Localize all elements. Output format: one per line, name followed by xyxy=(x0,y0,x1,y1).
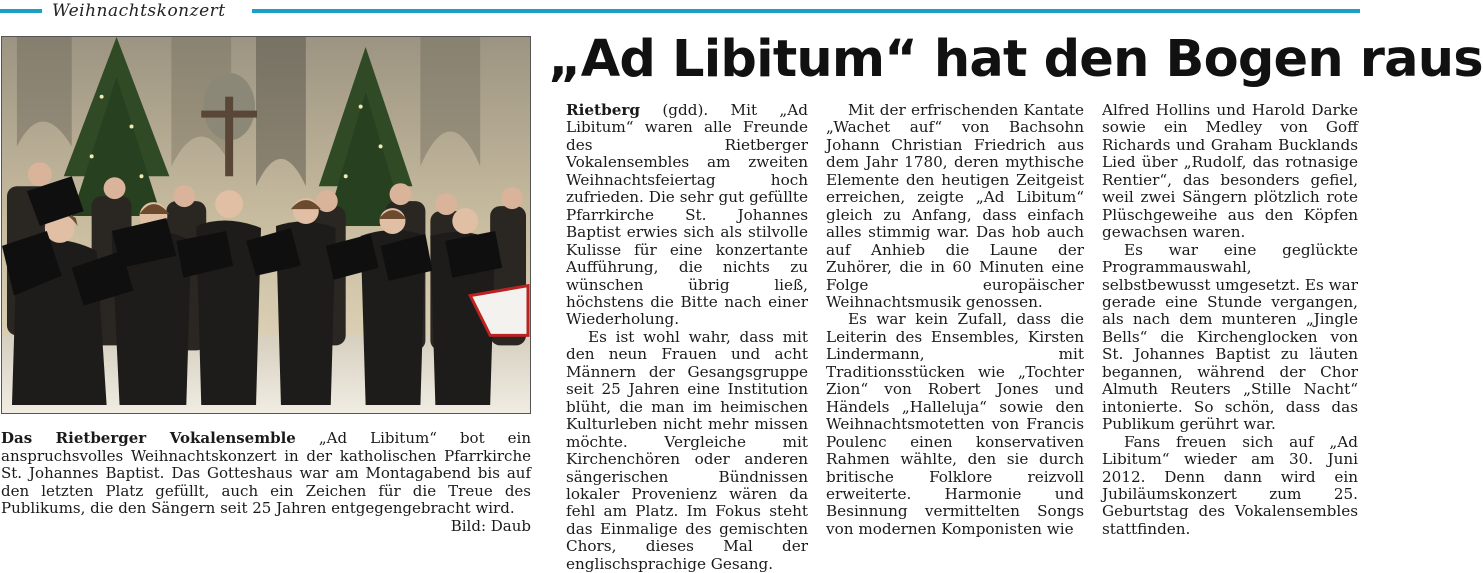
caption-lead: Das Rietberger Vokalensemble xyxy=(1,429,296,447)
paragraph xyxy=(566,102,808,329)
photo-credit: Bild: Daub xyxy=(450,516,531,535)
section-label: Weihnachtskonzert xyxy=(52,1,226,21)
paragraph: Mit der erfrischenden Kantate „Wachet auf“ von Bachsohn Johann Christian Friedrich aus dem Jahr 1780, deren mythische Elemente den heutigen Zeitgeist erreichen, zeigte „Ad Libitum“ gleich zu Anfang, dass einfach alles stimmig war. Das hob auch auf Anhieb die Laune der Zuhörer, die in 60 Minuten eine Folge europäischer Weihnachtsmusik genossen. xyxy=(826,101,1084,311)
dateline-place: Rietberg xyxy=(566,101,640,119)
paragraph: Fans freuen sich auf „Ad Libitum“ wieder am 30. Juni 2012. Denn dann wird ein Jubiläumskonzert zum 25. Geburtstag des Vokalensembles stattfinden. xyxy=(1102,432,1358,538)
article-column-2 xyxy=(826,102,1084,538)
article-column-3 xyxy=(1102,102,1358,538)
caption-text: „Ad Libitum“ bot ein anspruchsvolles Weihnachtskonzert in der katholischen Pfarrkirche St. Johannes Baptist. Das Gotteshaus war am Montagabend bis auf den letzten Platz gefüllt, auch ein Zeichen für die Treue des Publikums, die den Sängern seit 25 Jahren entgegengebracht wird. xyxy=(1,429,531,517)
choir-photo-illustration xyxy=(2,37,530,413)
photo-caption xyxy=(1,430,531,535)
section-header xyxy=(0,0,1360,22)
section-rule-left xyxy=(0,9,42,13)
paragraph: Es war kein Zufall, dass die Leiterin des Ensembles, Kirsten Lindermann, mit Traditionsstücken wie „Tochter Zion“ von Robert Jones und Händels „Halleluja“ sowie den Weihnachtsmotetten von Francis Poulenc einen konservativen Rahmen wählte, den sie durch britische Folklore reizvoll erweiterte. Harmonie und Besinnung vermittelten Songs von modernen Komponisten wie xyxy=(826,310,1084,538)
paragraph: Es ist wohl wahr, dass mit den neun Frauen und acht Männern der Gesangsgruppe seit 25 Jahren eine Institution blüht, die man im heimischen Kulturleben nicht mehr missen möchte. Vergleiche mit Kirchenchören oder anderen sängerischen Bündnissen lokaler Provenienz wären da fehl am Platz. Im Fokus steht das Einmalige des gemischten Chors, dieses Mal der englischsprachige Gesang. xyxy=(566,327,808,573)
paragraph: Es war eine geglückte Programmauswahl, selbstbewusst umgesetzt. Es war gerade eine Stunde vergangen, als nach dem munteren „Jingle Bells“ die Kirchenglocken von St. Johannes Baptist zu läuten begannen, während der Chor Almuth Reuters „Stille Nacht“ intonierte. So schön, dass das Publikum gerührt war. xyxy=(1102,240,1358,434)
choir-photo xyxy=(1,36,531,414)
article-column-1 xyxy=(566,102,808,573)
article-headline: „Ad Libitum“ hat den Bogen raus xyxy=(548,30,1483,89)
paragraph: Alfred Hollins und Harold Darke sowie ein Medley von Goff Richards und Graham Bucklands Lied über „Rudolf, das rotnasige Rentier“, das besonders gefiel, weil zwei Sängern plötzlich rote Plüschgeweihe aus den Köpfen gewachsen waren. xyxy=(1102,101,1358,242)
paragraph-text: (gdd). Mit „Ad Libitum“ waren alle Freunde des Rietberger Vokalensembles am zweiten Weihnachtsfeiertag hoch zufrieden. Die sehr gut gefüllte Pfarrkirche St. Johannes Baptist erwies sich als stilvolle Kulisse für eine konzertante Aufführung, die nichts zu wünschen übrig ließ, höchstens die Bitte nach einer Wiederholung. xyxy=(566,101,808,329)
section-rule-right xyxy=(252,9,1360,13)
